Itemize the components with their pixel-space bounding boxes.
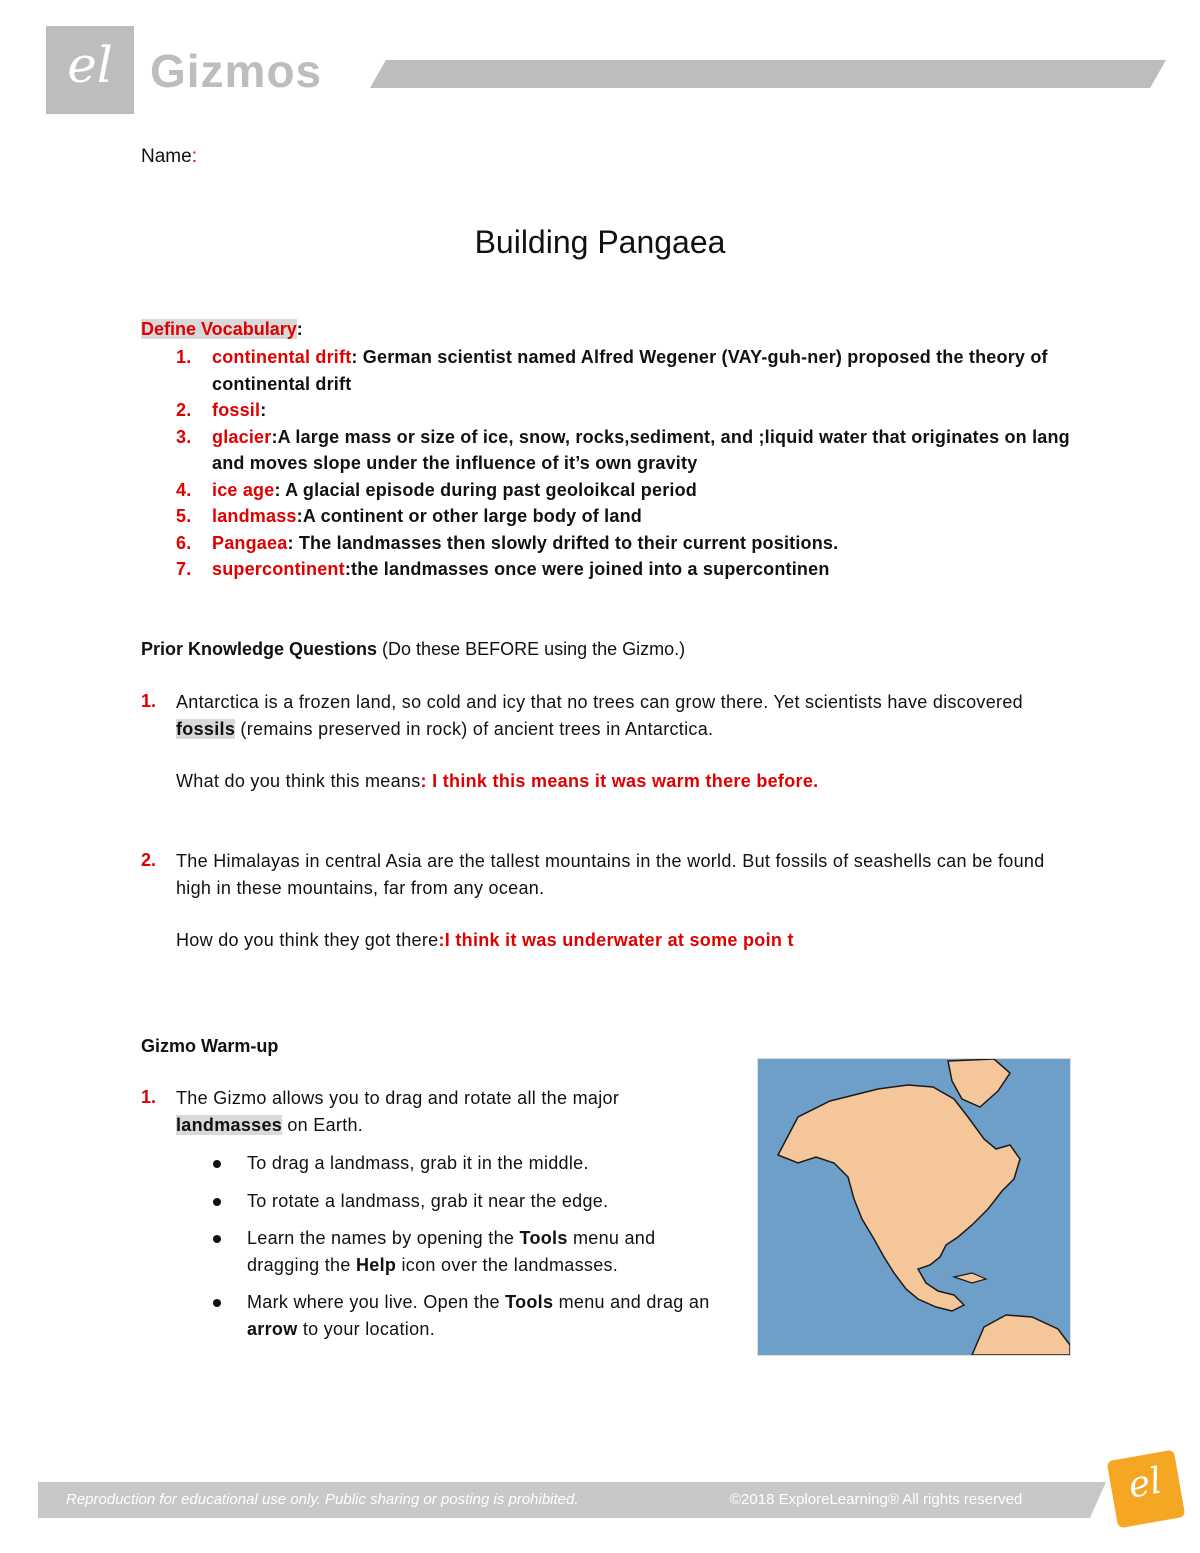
bullet-item: Learn the names by opening the Tools menu and dragging the Help icon over the landmasses. (213, 1225, 733, 1278)
vocab-item: 1. continental drift: German scientist named Alfred Wegener (VAY-guh-ner) proposed the theory of continental drift (176, 347, 1048, 394)
north-america-map (757, 1058, 1071, 1356)
prior-question-2: The Himalayas in central Asia are the tallest mountains in the world. But fossils of seashells can be found high in these mountains, far from any ocean. (176, 851, 1045, 898)
header-bar (370, 60, 1166, 88)
prior-knowledge-heading: Prior Knowledge Questions (Do these BEFORE using the Gizmo.) (141, 639, 686, 659)
vocab-item: 6. Pangaea: The landmasses then slowly drifted to their current positions. (176, 532, 839, 553)
explorelearning-logo: el (46, 26, 134, 114)
bullet-item: To drag a landmass, grab it in the middle. (213, 1150, 733, 1177)
question-number: 2. (141, 850, 157, 870)
page-title: Building Pangaea (474, 224, 726, 260)
question-number: 1. (141, 691, 157, 711)
vocab-item: 2. fossil: (176, 400, 267, 420)
vocab-item: 5. landmass:A continent or other large body of land (176, 506, 642, 526)
bullet-item: Mark where you live. Open the Tools menu and drag an arrow to your location. (213, 1289, 733, 1342)
bullet-item: To rotate a landmass, grab it near the edge. (213, 1188, 733, 1215)
vocab-list (176, 344, 1076, 583)
footer-copyright: ©2018 ExploreLearning® All rights reserved (730, 1491, 1023, 1508)
explorelearning-footer-logo: el (1107, 1450, 1186, 1529)
warmup-question-1: The Gizmo allows you to drag and rotate all the major landmasses on Earth. (176, 1088, 620, 1135)
warmup-heading: Gizmo Warm-up (141, 1036, 279, 1056)
warmup-bullets (213, 1150, 733, 1353)
name-label: Name: (141, 146, 197, 167)
vocab-item: 3. glacier:A large mass or size of ice, snow, rocks,sediment, and ;liquid water that originates on lang and moves slope under the influence of it’s own gravity (176, 426, 1070, 473)
vocab-heading: Define Vocabulary: (141, 319, 303, 339)
prior-question-1: Antarctica is a frozen land, so cold and icy that no trees can grow there. Yet scientists have discovered fossils (remains preserved in rock) of ancient trees in Antarctica. (176, 692, 1023, 739)
prior-answer-1: What do you think this means: I think this means it was warm there before. (176, 771, 819, 791)
footer-notice: Reproduction for educational use only. Public sharing or posting is prohibited. (66, 1491, 579, 1508)
prior-answer-2: How do you think they got there:I think it was underwater at some poin t (176, 930, 794, 950)
gizmos-brand: Gizmos (150, 45, 323, 97)
vocab-item: 7. supercontinent:the landmasses once were joined into a supercontinen (176, 559, 830, 579)
vocab-item: 4. ice age: A glacial episode during past geoloikcal period (176, 479, 697, 500)
question-number: 1. (141, 1087, 157, 1107)
